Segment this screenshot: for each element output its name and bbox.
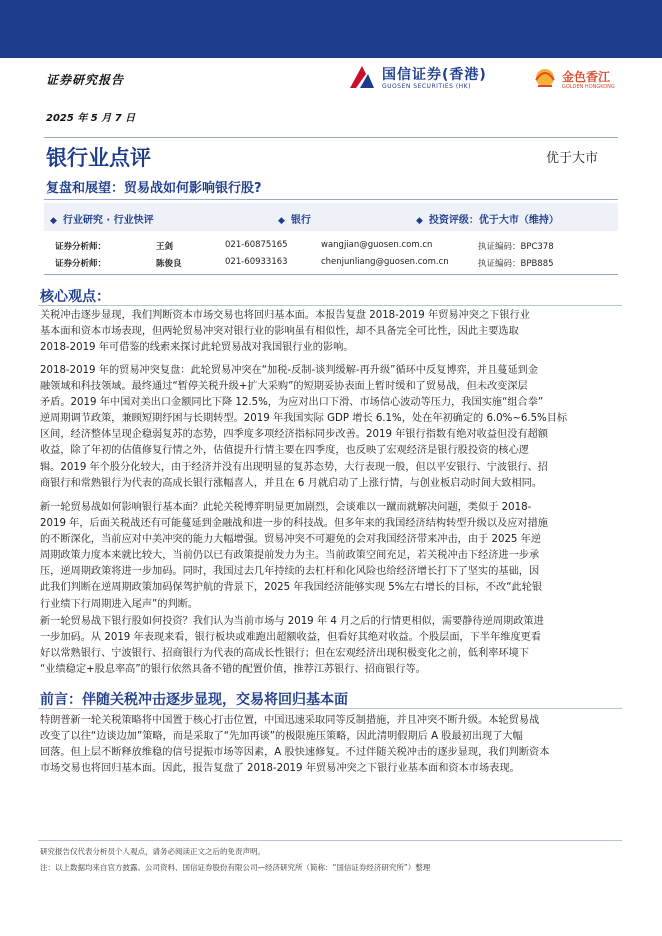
text-line: 新一轮贸易战下银行股如何投资？我们认为当前市场与 2019 年 4 月之后的行情更相似，需要静待逆周期政策进 <box>40 616 544 627</box>
analyst-row <box>44 257 618 271</box>
divider <box>38 305 622 306</box>
text-line: 2018-2019 年的贸易冲突复盘：此轮贸易冲突在“加税-反制-谈判缓解-再升级”循环中反复博弈，并且蔓延到金 <box>40 365 539 376</box>
text-line: 的不断深化，当前应对中美冲突的能力大幅增强。贸易冲突不可避免的会对我国经济带来冲击，由于 2025 年逆 <box>40 534 542 546</box>
page-title: 银行业点评 <box>46 146 151 170</box>
tag-industry-label: 银行 <box>290 215 311 226</box>
text-line: 此我们判断在逆周期政策加码保驾护航的背景下，2025 年我国经济能够实现 5%左右增长的目标，不改“此轮银 <box>40 582 543 594</box>
golden-hongkong-logo <box>528 62 628 96</box>
analyst-phone: 021-60875165 <box>225 240 288 250</box>
text-line: 新一轮贸易战如何影响银行基本面？此轮关税博弈明显更加剧烈，会谈难以一蹴而就解决问题，类似于 2018- <box>40 502 532 513</box>
text-line: 压，逆周期政策将进一步加码。同时，我国过去几年持续的去杠杆和化风险也给经济增长打下了坚实的基础，因 <box>40 566 540 578</box>
preface-paragraph <box>40 713 620 777</box>
text-line: 基本面和资本市场表现，但两轮贸易冲突对银行业的影响虽有相似性，却不具备完全可比性，因此主要选取 <box>40 326 519 338</box>
text-line: 回落。但上层不断释放维稳的信号提振市场等因素，A 股快速修复。不过伴随关税冲击的逐步显现，我们判断资本 <box>40 747 550 759</box>
report-date: 2025 年 5 月 7 日 <box>46 113 136 124</box>
text-line: 融领域和科技领域。最终通过“暂停关税升级+扩大采购”的短期妥协表面上暂时缓和了贸易战，但未改变深层 <box>40 381 528 393</box>
core-view-heading: 核心观点： <box>40 289 110 305</box>
divider <box>44 199 618 200</box>
industry-rating: 优于大市 <box>546 151 599 166</box>
analyst-role: 证券分析师： <box>55 259 107 269</box>
diamond-icon: ◆ <box>416 216 423 226</box>
guosen-logo-text: 国信证券(香港) <box>382 67 487 83</box>
analyst-role: 证券分析师： <box>55 242 107 252</box>
preface-heading: 前言：伴随关税冲击逐步显现，交易将回归基本面 <box>40 692 348 708</box>
divider <box>44 137 618 138</box>
analyst-name: 王剑 <box>156 242 174 252</box>
text-line: 特朗普新一轮关税策略将中国置于核心打击位置，中国迅速采取同等反制措施，并且冲突不断升级。本轮贸易战 <box>40 715 540 726</box>
golden-hongkong-text: 金色香江 <box>562 70 611 84</box>
text-line: 好以常熟银行、宁波银行、招商银行为代表的高成长性银行；但在宏观经济出现积极变化之前，低利率环境下 <box>40 648 529 660</box>
text-line: 改变了以往“边谈边加”策略，而是采取了“先加再谈”的极限施压策略，因此清明假期后 A 股最初出现了大幅 <box>40 731 523 743</box>
analyst-row <box>44 240 618 254</box>
tag-report-type-label: 行业研究 · 行业快评 <box>62 215 154 226</box>
core-view-paragraph-3 <box>40 500 620 613</box>
divider <box>38 840 622 841</box>
text-line: 矛盾。2019 年中国对美出口金额同比下降 12.5%，为应对出口下滑、市场信心波动等压力，我国实施“组合拳” <box>40 397 544 409</box>
footer-note: 注：以上数据均来自官方披露、公司资料、国信证券股份有限公司—经济研究所（简称：“国信证券经济研究所”）整理 <box>40 863 431 872</box>
series-label: 证券研究报告 <box>46 73 125 87</box>
text-line: 辑。2019 年个股分化较大，由于经济并没有出现明显的复苏态势，大行表现一般，但以平安银行、宁波银行、招 <box>40 461 548 473</box>
analyst-phone: 021-60933163 <box>225 257 288 267</box>
header-bar <box>0 0 662 58</box>
text-line: 市场交易也将回归基本面。因此，报告复盘了 2018-2019 年贸易冲突之下银行业基本面和资本市场表现。 <box>40 763 520 775</box>
footer-disclaimer: 研究报告仅代表分析员个人观点，请务必阅读正文之后的免责声明。 <box>40 847 265 856</box>
text-line: 2018-2019 年可借鉴的线索来探讨此轮贸易战对我国银行业的影响。 <box>40 342 354 354</box>
core-view-paragraph-2 <box>40 363 620 492</box>
tag-report-type <box>50 211 154 226</box>
text-line: 区间，经济整体呈现企稳弱复苏的态势，四季度多项经济指标同步改善。2019 年银行指数有绝对收益但没有超额 <box>40 429 548 441</box>
core-view-paragraph-1 <box>40 308 620 356</box>
text-line: 逆周期调节政策，兼顾短期纾困与长期转型。2019 年我国实际 GDP 增长 6.1%，处在年初确定的 6.0%~6.5%目标 <box>40 413 568 425</box>
guosen-logo <box>336 60 516 94</box>
tag-industry <box>278 211 311 226</box>
golden-hongkong-english: GOLDEN HONGKONG <box>562 84 615 90</box>
text-line: 行业绩下行周期进入尾声”的判断。 <box>40 598 199 610</box>
divider <box>38 708 622 709</box>
analyst-email[interactable]: chenjunliang@guosen.com.cn <box>321 257 449 267</box>
core-view-paragraph-4 <box>40 614 620 678</box>
text-line: 2019 年，后面关税战还有可能蔓延到金融战和进一步的科技战。但多年来的我国经济结构转型升级以及应对措施 <box>40 518 548 530</box>
tag-investment-rating <box>416 211 559 226</box>
guosen-logo-english: GUOSEN SECURITIES (HK) <box>382 83 471 90</box>
golden-hongkong-icon <box>530 62 560 94</box>
text-line: 周期政策力度本来就比较大，当前仍以已有政策提前发力为主。当前政策空间充足，若关税冲击下经济进一步承 <box>40 550 540 562</box>
analyst-license: 执证编码：BPC378 <box>478 242 554 252</box>
text-line: 一步加码。从 2019 年表现来看，银行板块或难跑出超额收益，但看好其绝对收益。个股层面，下半年维度更看 <box>40 632 542 644</box>
guosen-logo-icon <box>346 62 378 92</box>
report-subtitle: 复盘和展望：贸易战如何影响银行股? <box>46 181 262 196</box>
text-line: 收益，除了年初的估值修复行情之外，估值提升行情主要在四季度，也反映了宏观经济是银行股投资的核心逻 <box>40 445 529 457</box>
report-tags <box>44 203 618 231</box>
analyst-email[interactable]: wangjian@guosen.com.cn <box>321 240 433 250</box>
divider <box>44 274 618 275</box>
analyst-name: 陈俊良 <box>156 259 182 269</box>
text-line: 商银行和常熟银行为代表的高成长银行涨幅喜人，并且在 6 月就启动了上涨行情，与创业板启动时间大致相同。 <box>40 477 542 489</box>
analyst-license: 执证编码：BPB885 <box>478 259 554 269</box>
text-line: “业绩稳定+股息率高”的银行依然具备不错的配置价值，推荐江苏银行、招商银行等。 <box>40 664 426 676</box>
diamond-icon: ◆ <box>278 216 285 226</box>
tag-investment-rating-label: 投资评级：优于大市（维持） <box>428 215 559 226</box>
text-line: 关税冲击逐步显现，我们判断资本市场交易也将回归基本面。本报告复盘 2018-2019 年贸易冲突之下银行业 <box>40 310 530 321</box>
diamond-icon: ◆ <box>50 216 57 226</box>
